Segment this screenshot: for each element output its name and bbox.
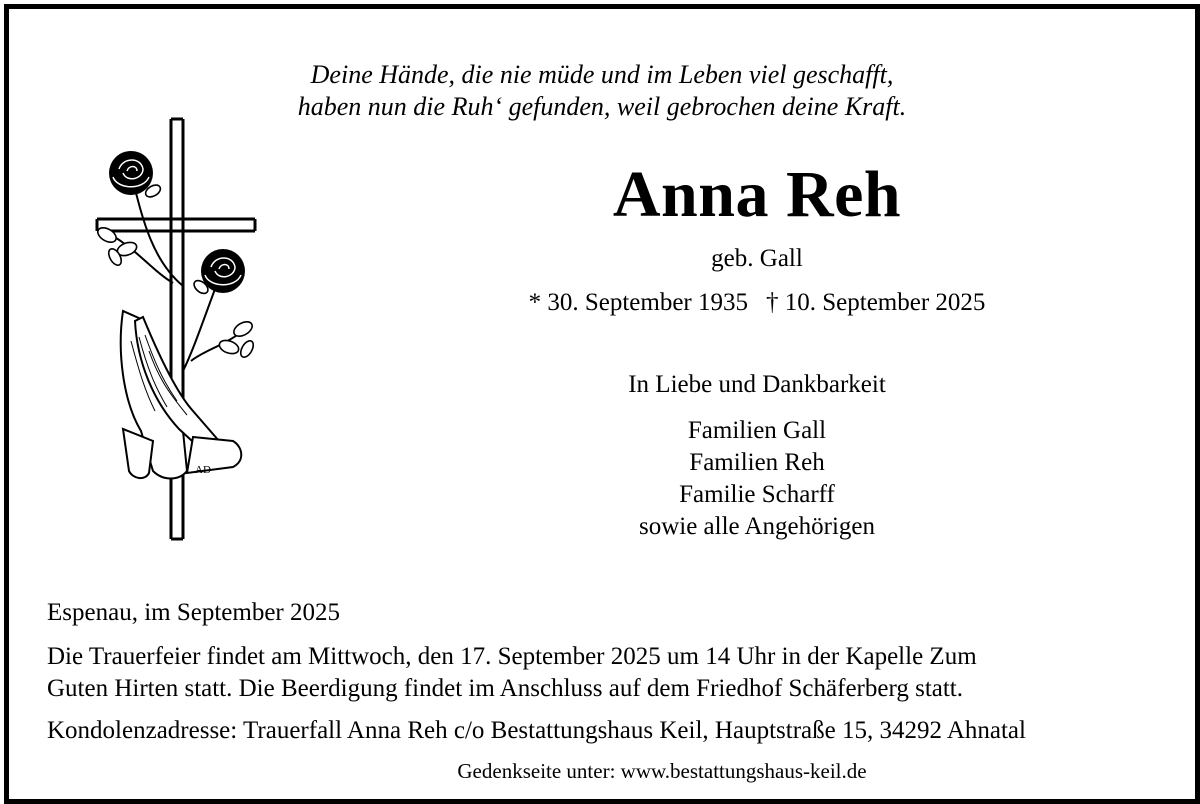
death-date: † 10. September 2025 bbox=[766, 289, 986, 316]
quote-line-1: Deine Hände, die nie müde und im Leben viel geschafft, bbox=[310, 60, 894, 89]
thanks-line: In Liebe und Dankbarkeit bbox=[628, 371, 886, 398]
cross-roses-praying-hands-icon bbox=[83, 111, 263, 541]
quote-line-2: haben nun die Ruh‘ gefunden, weil gebrochen deine Kraft. bbox=[297, 92, 907, 121]
ceremony-details bbox=[47, 641, 977, 705]
memorial-page-link: Gedenkseite unter: www.bestattungshaus-keil.de bbox=[457, 759, 867, 783]
birth-date: * 30. September 1935 bbox=[528, 289, 748, 316]
place-date: Espenau, im September 2025 bbox=[47, 599, 340, 626]
mourner-family: Familie Scharff bbox=[679, 481, 835, 508]
mourner-family: Familien Gall bbox=[687, 417, 827, 444]
maiden-name: geb. Gall bbox=[711, 245, 803, 272]
mourner-family: sowie alle Angehörigen bbox=[638, 513, 876, 540]
mourners-list bbox=[319, 415, 1195, 543]
life-dates bbox=[319, 289, 1195, 317]
ceremony-line-2: Guten Hirten statt. Die Beerdigung findet im Anschluss auf dem Friedhof Schäferberg statt. bbox=[47, 675, 964, 702]
condolence-address: Kondolenzadresse: Trauerfall Anna Reh c/o Bestattungshaus Keil, Hauptstraße 15, 34292 Ahnatal bbox=[47, 717, 1026, 744]
deceased-name: Anna Reh bbox=[612, 158, 902, 231]
mourner-family: Familien Reh bbox=[689, 449, 825, 476]
artist-monogram: AD bbox=[195, 464, 211, 476]
ceremony-line-1: Die Trauerfeier findet am Mittwoch, den 17. September 2025 um 14 Uhr in der Kapelle Zum bbox=[47, 643, 977, 670]
obituary-notice bbox=[4, 4, 1200, 804]
